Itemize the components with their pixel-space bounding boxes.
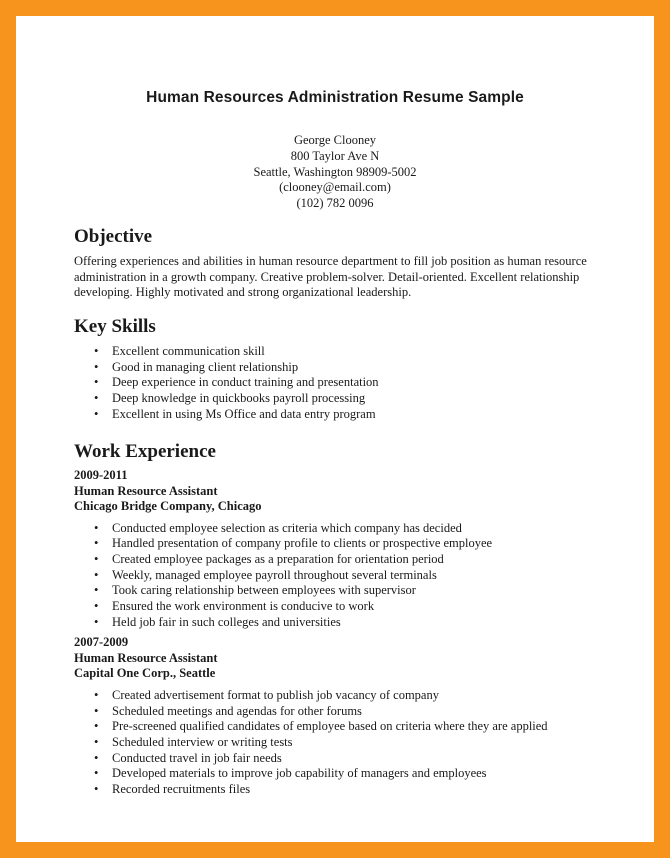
skill-item: • Deep knowledge in quickbooks payroll processing [74,391,602,407]
duty-item: • Handled presentation of company profile to clients or prospective employee [74,536,602,552]
contact-phone: (102) 782 0096 [296,196,374,211]
duty-item: • Conducted travel in job fair needs [74,751,602,767]
duty-item: • Conducted employee selection as criteria which company has decided [74,521,602,537]
job-entry [74,635,602,797]
contact-city: Seattle, Washington 98909-5002 [253,164,417,179]
objective-line: developing. Highly motivated and strong organizational leadership. [74,285,412,299]
duty-item: • Recorded recruitments files [74,782,602,798]
duties-list [74,521,602,631]
job-company: Chicago Bridge Company, Chicago [74,499,262,513]
job-role: Human Resource Assistant [74,483,218,498]
duty-item: • Scheduled meetings and agendas for other forums [74,704,602,720]
job-years: 2007-2009 [74,635,129,650]
job-entry [74,468,602,630]
skill-item: • Good in managing client relationship [74,360,602,376]
duty-item: • Created advertisement format to publish job vacancy of company [74,688,602,704]
skills-section [74,316,602,423]
skills-list [74,344,602,423]
skills-heading: Key Skills [74,316,156,337]
contact-name: George Clooney [293,133,377,147]
contact-address: 800 Taylor Ave N [290,148,380,163]
experience-section [74,441,602,798]
duty-item: • Created employee packages as a preparation for orientation period [74,552,602,568]
skill-item: • Excellent in using Ms Office and data entry program [74,407,602,423]
job-company: Capital One Corp., Seattle [74,666,216,681]
skill-item: • Excellent communication skill [74,344,602,360]
duties-list [74,688,602,798]
document-title: Human Resources Administration Resume Sample [146,89,524,106]
experience-heading: Work Experience [74,441,216,462]
objective-line: Offering experiences and abilities in human resource department to fill job position as human resource [74,254,587,268]
duty-item: • Weekly, managed employee payroll throughout several terminals [74,568,602,584]
duty-item: • Held job fair in such colleges and universities [74,615,602,631]
page-frame [16,16,654,842]
duty-item: • Ensured the work environment is conducive to work [74,599,602,615]
duty-item: • Pre-screened qualified candidates of employee based on criteria where they are applied [74,719,602,735]
objective-line: administration in a growth company. Creative problem-solver. Detail-oriented. Excellent relationship [74,269,580,284]
objective-heading: Objective [74,226,153,247]
job-years: 2009-2011 [74,468,128,482]
duty-item: • Took caring relationship between employees with supervisor [74,583,602,599]
duty-item: • Scheduled interview or writing tests [74,735,602,751]
duty-item: • Developed materials to improve job capability of managers and employees [74,766,602,782]
contact-email: (clooney@email.com) [279,180,391,195]
contact-block [16,133,654,212]
objective-section [74,226,602,301]
skill-item: • Deep experience in conduct training and presentation [74,375,602,391]
job-role: Human Resource Assistant [74,650,218,665]
